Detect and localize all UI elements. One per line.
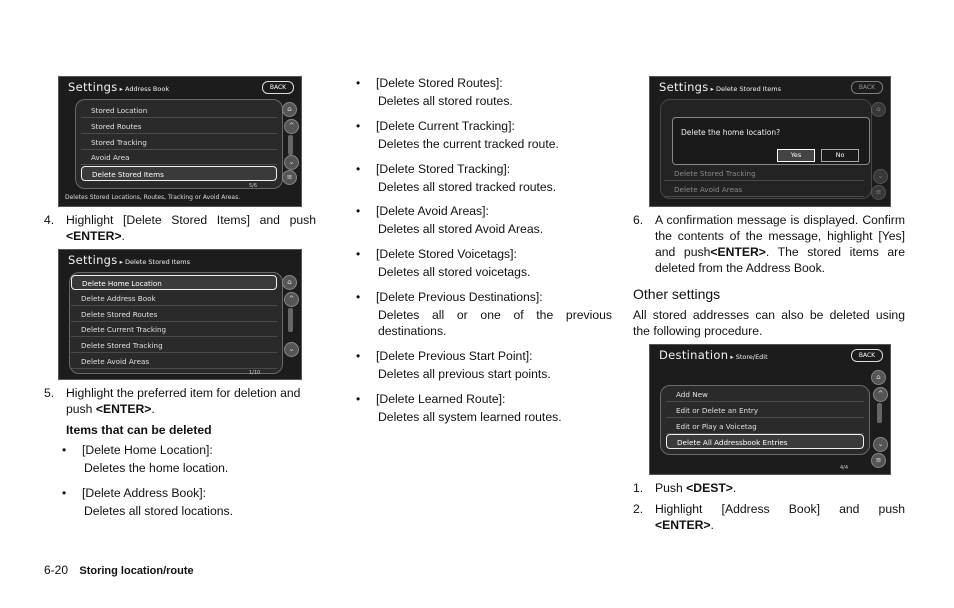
menu-item[interactable]: Delete Avoid Areas <box>71 354 277 369</box>
step-number: 6. <box>633 213 644 227</box>
confirm-question: Delete the home location? <box>681 128 781 137</box>
menu-item[interactable]: Stored Location <box>81 103 277 118</box>
page-indicator: 4/4 <box>840 465 849 471</box>
enter-key: <ENTER> <box>66 229 122 243</box>
settings-icon[interactable]: ≡ <box>871 185 886 200</box>
menu-item[interactable]: Add New <box>666 387 864 402</box>
dest-key: <DEST> <box>686 481 733 495</box>
step-number: 2. <box>633 502 644 516</box>
item-label: [Delete Avoid Areas]: <box>376 204 489 219</box>
bullet-icon: • <box>356 289 361 304</box>
step-number: 1. <box>633 481 644 495</box>
scroll-up-icon[interactable]: ^ <box>284 292 299 307</box>
screen-delete-stored-items <box>58 249 302 380</box>
bg-menu-item: Delete Avoid Areas <box>664 182 864 197</box>
item-description: Deletes all stored tracked routes. <box>378 179 557 194</box>
step-6: 6. A confirmation message is displayed. Confirm the contents of the message, highlight [Yes] and push<ENTER>. The stored items are deleted from the Address Book. <box>633 213 905 275</box>
deletable-items-list-2 <box>356 75 612 433</box>
scrollbar[interactable] <box>288 135 293 155</box>
menu-item[interactable]: Stored Tracking <box>81 135 277 150</box>
bg-menu-item: Delete Stored Tracking <box>664 166 864 181</box>
screen-destination-store-edit <box>649 344 891 475</box>
menu-item[interactable]: Edit or Delete an Entry <box>666 403 864 418</box>
yes-button[interactable]: Yes <box>777 149 815 162</box>
home-icon[interactable]: ⌂ <box>871 370 886 385</box>
screen-footer-text: Deletes Stored Locations, Routes, Tracking or Avoid Areas. <box>65 194 241 201</box>
home-icon[interactable]: ⌂ <box>282 275 297 290</box>
item-description: Deletes all stored Avoid Areas. <box>378 222 544 237</box>
screen-title: Settings ▸ Delete Stored Items <box>68 253 190 267</box>
scroll-down-icon[interactable]: ⌄ <box>284 155 299 170</box>
item-description: Deletes all or one of the previous destinations. <box>378 307 612 338</box>
step-number: 4. <box>44 213 55 227</box>
other-settings-text: All stored addresses can also be deleted using the following procedure. <box>633 308 905 338</box>
list-item <box>356 161 612 195</box>
confirm-dialog <box>672 117 870 165</box>
scroll-up-icon[interactable]: ^ <box>873 387 888 402</box>
menu-item[interactable]: Delete Current Tracking <box>71 322 277 337</box>
list-item <box>356 391 612 425</box>
step-text: A confirmation message is displayed. Confirm the contents of the message, highlight [Yes] and push <box>655 213 905 259</box>
step-text: Highlight [Delete Stored Items] and push <box>66 213 316 227</box>
screen-title: Settings ▸ Delete Stored Items <box>659 80 781 94</box>
item-label: [Delete Stored Routes]: <box>376 76 503 90</box>
page-indicator: 1/10 <box>249 370 261 376</box>
scroll-down-icon[interactable]: ⌄ <box>284 342 299 357</box>
menu-item[interactable]: Delete Home Location <box>71 275 277 290</box>
bullet-icon: • <box>356 204 361 219</box>
bullet-icon: • <box>62 486 67 500</box>
list-item <box>62 442 316 476</box>
item-description: Deletes all stored routes. <box>378 94 513 108</box>
step-1: 1. Push <DEST>. <box>633 481 737 495</box>
section-title: Storing location/route <box>79 565 194 577</box>
step-5: 5. Highlight the preferred item for deletion and push <ENTER>. <box>44 386 301 416</box>
menu-item[interactable]: Delete Stored Routes <box>71 307 277 322</box>
bullet-icon: • <box>356 118 361 133</box>
bullet-icon: • <box>356 247 361 262</box>
item-label: [Delete Stored Voicetags]: <box>376 247 517 262</box>
screen-settings-address-book <box>58 76 302 207</box>
no-button[interactable]: No <box>821 149 859 162</box>
step-number: 5. <box>44 386 55 400</box>
list-item <box>356 75 612 109</box>
page-indicator: 5/6 <box>249 183 258 189</box>
settings-icon[interactable]: ≡ <box>871 453 886 468</box>
home-icon[interactable]: ⌂ <box>871 102 886 117</box>
menu-item[interactable]: Edit or Play a Voicetag <box>666 419 864 434</box>
bullet-icon: • <box>356 348 361 363</box>
item-description: Deletes all stored voicetags. <box>378 265 531 280</box>
page-footer <box>44 563 194 577</box>
settings-icon[interactable]: ≡ <box>282 170 297 185</box>
back-button[interactable]: BACK <box>851 81 883 94</box>
deletable-items-list-1 <box>62 442 316 528</box>
list-item <box>62 485 316 519</box>
scrollbar[interactable] <box>288 308 293 332</box>
step-text: Push <box>655 481 683 495</box>
screen-delete-confirmation <box>649 76 891 207</box>
bullet-icon: • <box>356 391 361 406</box>
enter-key: <ENTER> <box>710 245 766 259</box>
scroll-up-icon[interactable]: ^ <box>284 119 299 134</box>
item-description: Deletes the current tracked route. <box>378 136 559 151</box>
list-item <box>356 118 612 152</box>
scrollbar[interactable] <box>877 403 882 423</box>
list-item <box>356 348 612 382</box>
list-item <box>356 203 612 237</box>
list-item <box>356 246 612 280</box>
item-label: [Delete Previous Start Point]: <box>376 348 533 363</box>
enter-key: <ENTER> <box>95 402 152 416</box>
bullet-icon: • <box>356 76 361 90</box>
screen-title: Destination ▸ Store/Edit <box>659 348 768 362</box>
menu-item[interactable]: Delete Address Book <box>71 291 277 306</box>
items-heading: Items that can be deleted <box>66 423 212 437</box>
item-description: Deletes all system learned routes. <box>378 409 562 424</box>
back-button[interactable]: BACK <box>262 81 294 94</box>
menu-item[interactable]: Avoid Area <box>81 150 277 165</box>
step-2: 2. Highlight [Address Book] and push <ENTER>. <box>633 502 905 532</box>
enter-key: <ENTER> <box>655 518 711 532</box>
menu-item[interactable]: Delete Stored Items <box>81 166 277 181</box>
item-label: [Delete Previous Destinations]: <box>376 289 543 304</box>
step-text: Highlight [Address Book] and push <box>655 502 905 516</box>
scroll-down-icon[interactable]: ⌄ <box>873 169 888 184</box>
step-text: Highlight the preferred item for deletion and push <box>66 386 301 416</box>
item-description: Deletes all stored locations. <box>84 504 234 518</box>
scroll-down-icon[interactable]: ⌄ <box>873 437 888 452</box>
bullet-icon: • <box>356 161 361 176</box>
other-settings-heading: Other settings <box>633 286 721 302</box>
item-label: [Delete Stored Tracking]: <box>376 161 511 176</box>
item-label: [Delete Address Book]: <box>82 486 206 500</box>
page-number: 6-20 <box>44 563 69 577</box>
home-icon[interactable]: ⌂ <box>282 102 297 117</box>
item-label: [Delete Learned Route]: <box>376 391 506 406</box>
item-label: [Delete Current Tracking]: <box>376 118 515 133</box>
item-description: Deletes all previous start points. <box>378 366 551 381</box>
menu-item[interactable]: Stored Routes <box>81 119 277 134</box>
bullet-icon: • <box>62 443 67 457</box>
step-4: 4. Highlight [Delete Stored Items] and push <ENTER>. <box>44 213 316 243</box>
item-label: [Delete Home Location]: <box>82 443 213 457</box>
back-button[interactable]: BACK <box>851 349 883 362</box>
list-item <box>356 289 612 339</box>
screen-title: Settings ▸ Address Book <box>68 80 170 94</box>
menu-item[interactable]: Delete Stored Tracking <box>71 338 277 353</box>
item-description: Deletes the home location. <box>84 461 229 475</box>
menu-item[interactable]: Delete All Addressbook Entries <box>666 434 864 449</box>
